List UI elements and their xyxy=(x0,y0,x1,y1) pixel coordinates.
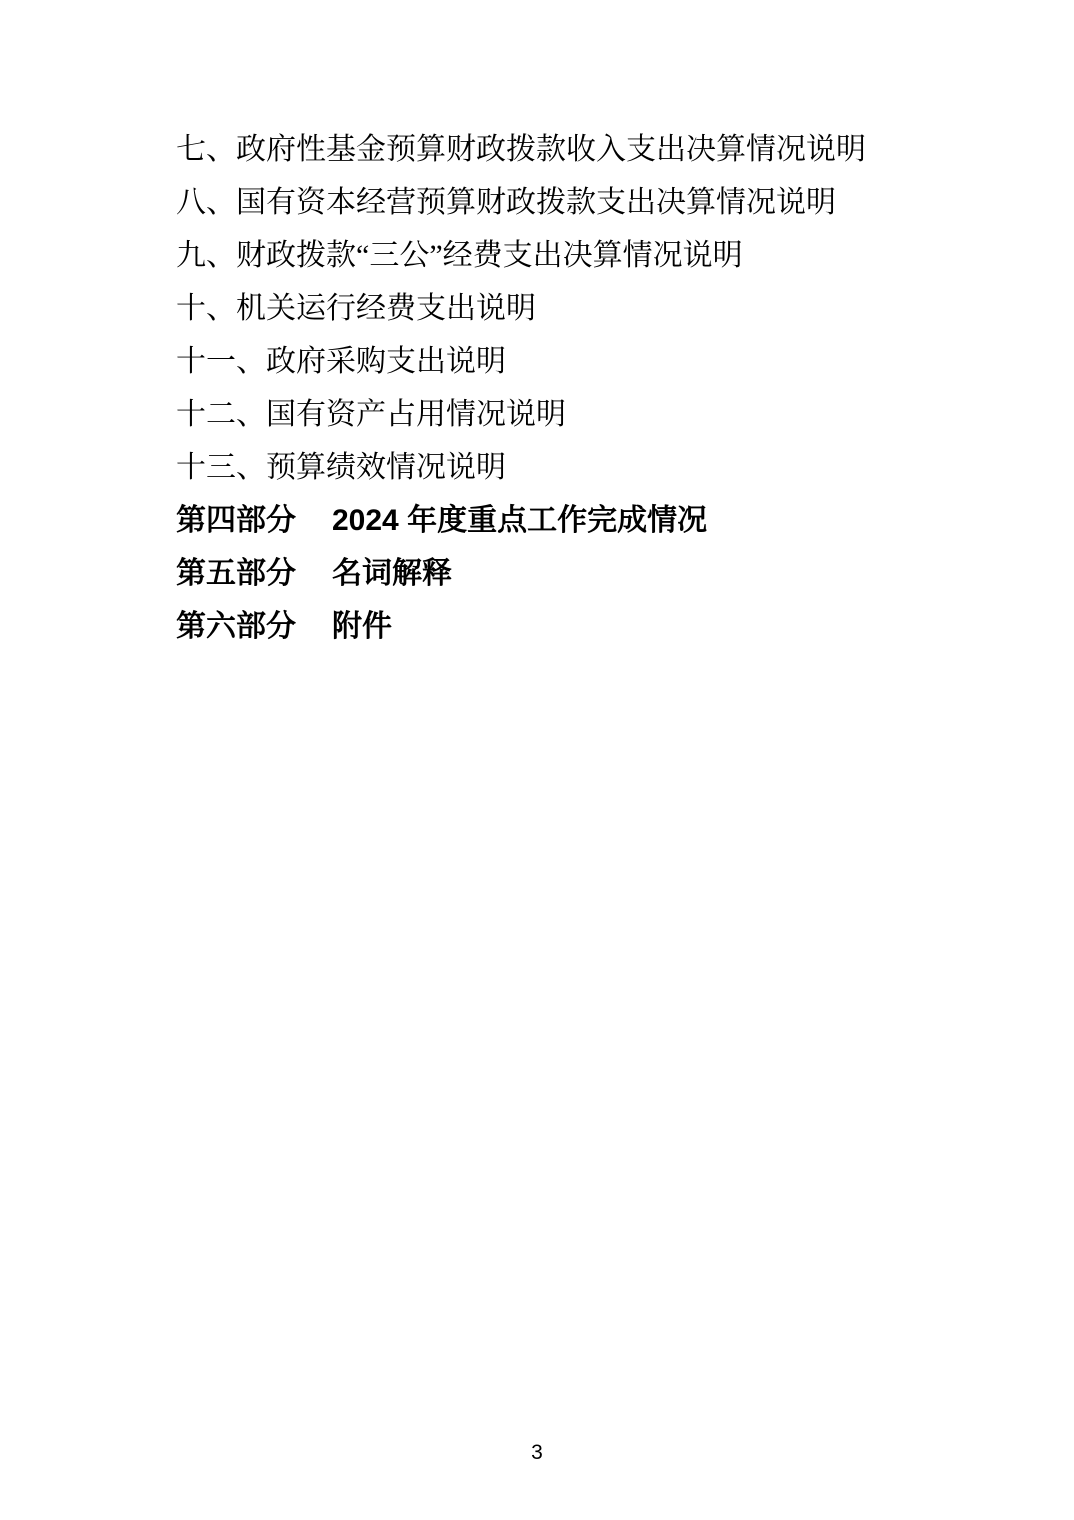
toc-item-8: 八、国有资本经营预算财政拨款支出决算情况说明 xyxy=(176,186,836,219)
section-title: 名词解释 xyxy=(332,557,452,590)
section-label: 第四部分 xyxy=(176,504,296,537)
toc-item-9: 九、财政拨款“三公”经费支出决算情况说明 xyxy=(176,239,743,272)
table-of-contents xyxy=(176,123,866,653)
toc-item-10: 十、机关运行经费支出说明 xyxy=(176,292,536,325)
toc-item-7: 七、政府性基金预算财政拨款收入支出决算情况说明 xyxy=(176,133,866,166)
section-label: 第五部分 xyxy=(176,557,296,590)
toc-item-13: 十三、预算绩效情况说明 xyxy=(176,451,506,484)
section-heading-part4 xyxy=(176,494,866,547)
page-footer xyxy=(0,1438,1074,1468)
section-title: 2024 年度重点工作完成情况 xyxy=(332,504,708,537)
section-title: 附件 xyxy=(332,610,392,643)
toc-item-11: 十一、政府采购支出说明 xyxy=(176,345,506,378)
section-heading-part5 xyxy=(176,547,866,600)
page-number: 3 xyxy=(531,1441,543,1464)
section-heading-part6 xyxy=(176,600,866,653)
section-label: 第六部分 xyxy=(176,610,296,643)
toc-item-12: 十二、国有资产占用情况说明 xyxy=(176,398,566,431)
